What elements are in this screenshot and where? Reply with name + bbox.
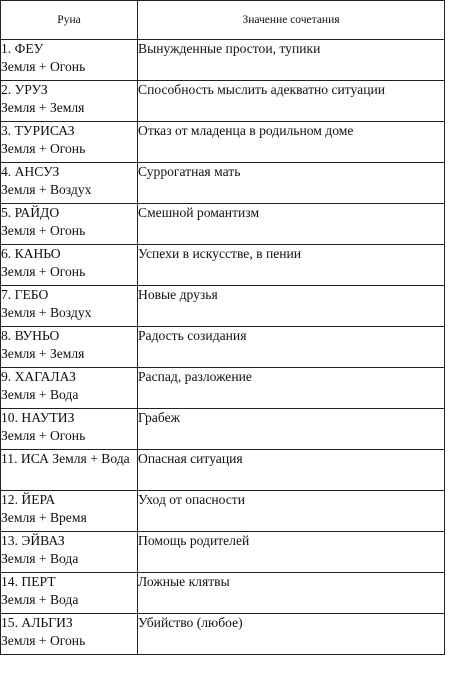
rune-name: 14. ПЕРТ bbox=[1, 574, 56, 589]
table-row bbox=[1, 122, 445, 163]
meaning-cell: Отказ от младенца в родильном доме bbox=[138, 122, 445, 163]
meaning-cell: Вынужденные простои, тупики bbox=[138, 40, 445, 81]
rune-cell bbox=[1, 81, 138, 122]
rune-elements: Земля + Огонь bbox=[1, 427, 86, 443]
meaning-cell: Распад, разложение bbox=[138, 368, 445, 409]
meaning-cell: Способность мыслить адекватно ситуации bbox=[138, 81, 445, 122]
rune-name: 6. КАНЬО bbox=[1, 246, 61, 261]
meaning-cell: Успехи в искусстве, в пении bbox=[138, 245, 445, 286]
meaning-cell: Новые друзья bbox=[138, 286, 445, 327]
rune-cell bbox=[1, 163, 138, 204]
meaning-cell: Смешной романтизм bbox=[138, 204, 445, 245]
table-row bbox=[1, 614, 445, 655]
rune-cell bbox=[1, 491, 138, 532]
rune-cell bbox=[1, 450, 138, 491]
table-row bbox=[1, 573, 445, 614]
rune-name: 2. УРУЗ bbox=[1, 82, 48, 97]
rune-elements: Земля + Воздух bbox=[1, 304, 92, 320]
table-header-row bbox=[1, 1, 445, 40]
rune-cell bbox=[1, 614, 138, 655]
rune-name: 11. ИСА Земля + Вода bbox=[1, 451, 130, 466]
table-row bbox=[1, 491, 445, 532]
rune-elements: Земля + Время bbox=[1, 509, 87, 525]
rune-cell bbox=[1, 204, 138, 245]
rune-cell bbox=[1, 40, 138, 81]
table-row bbox=[1, 409, 445, 450]
meaning-cell: Грабеж bbox=[138, 409, 445, 450]
rune-elements: Земля + Вода bbox=[1, 591, 79, 607]
table-row bbox=[1, 245, 445, 286]
table-row bbox=[1, 40, 445, 81]
rune-name: 5. РАЙДО bbox=[1, 205, 60, 220]
rune-cell bbox=[1, 122, 138, 163]
table-row bbox=[1, 81, 445, 122]
rune-cell bbox=[1, 573, 138, 614]
meaning-cell: Убийство (любое) bbox=[138, 614, 445, 655]
table-row bbox=[1, 368, 445, 409]
rune-elements: Земля + Земля bbox=[1, 99, 85, 115]
meaning-cell: Помощь родителей bbox=[138, 532, 445, 573]
table-row bbox=[1, 450, 445, 491]
meaning-cell: Уход от опасности bbox=[138, 491, 445, 532]
table-row bbox=[1, 532, 445, 573]
table-row bbox=[1, 204, 445, 245]
rune-elements: Земля + Вода bbox=[1, 550, 79, 566]
rune-name: 10. НАУТИЗ bbox=[1, 410, 75, 425]
rune-elements: Земля + Огонь bbox=[1, 222, 86, 238]
rune-elements: Земля + Огонь bbox=[1, 632, 86, 648]
rune-cell bbox=[1, 368, 138, 409]
meaning-cell: Радость созидания bbox=[138, 327, 445, 368]
rune-cell bbox=[1, 245, 138, 286]
header-rune: Руна bbox=[1, 1, 138, 40]
rune-cell bbox=[1, 409, 138, 450]
meaning-cell: Суррогатная мать bbox=[138, 163, 445, 204]
rune-elements: Земля + Вода bbox=[1, 386, 79, 402]
rune-cell bbox=[1, 327, 138, 368]
rune-name: 8. ВУНЬО bbox=[1, 328, 60, 343]
table-body bbox=[1, 40, 445, 655]
rune-elements: Земля + Огонь bbox=[1, 263, 86, 279]
rune-elements: Земля + Огонь bbox=[1, 58, 86, 74]
rune-name: 13. ЭЙВАЗ bbox=[1, 533, 65, 548]
table-row bbox=[1, 327, 445, 368]
header-meaning: Значение сочетания bbox=[138, 1, 445, 40]
table-row bbox=[1, 286, 445, 327]
table-row bbox=[1, 163, 445, 204]
rune-name: 9. ХАГАЛАЗ bbox=[1, 369, 76, 384]
rune-elements: Земля + Воздух bbox=[1, 181, 92, 197]
rune-cell bbox=[1, 286, 138, 327]
meaning-cell: Ложные клятвы bbox=[138, 573, 445, 614]
rune-name: 3. ТУРИСАЗ bbox=[1, 123, 75, 138]
rune-elements: Земля + Огонь bbox=[1, 140, 86, 156]
rune-name: 4. АНСУЗ bbox=[1, 164, 60, 179]
rune-elements: Земля + Земля bbox=[1, 345, 85, 361]
rune-cell bbox=[1, 532, 138, 573]
meaning-cell: Опасная ситуация bbox=[138, 450, 445, 491]
rune-name: 15. АЛЬГИЗ bbox=[1, 615, 73, 630]
rune-name: 1. ФЕУ bbox=[1, 41, 44, 56]
rune-name: 7. ГЕБО bbox=[1, 287, 49, 302]
rune-name: 12. ЙЕРА bbox=[1, 492, 56, 507]
